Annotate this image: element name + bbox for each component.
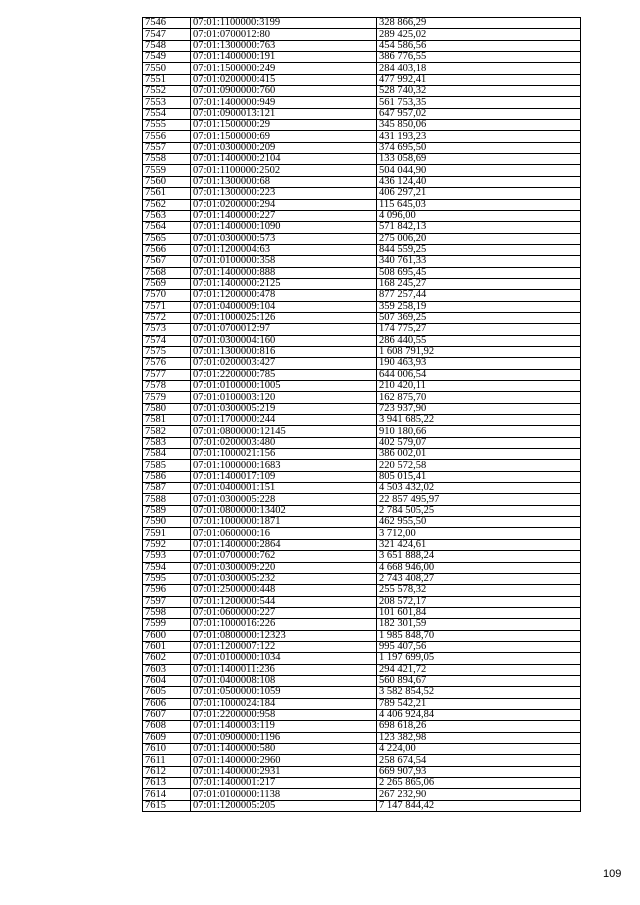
table-row [143,108,581,119]
row-number: 7609 [143,732,191,743]
row-number: 7587 [143,483,191,494]
table-row [143,539,581,550]
table-row [143,301,581,312]
row-number: 7614 [143,789,191,800]
cadastral-number: 07:01:1000021:156 [191,449,377,460]
cadastral-value: 22 857 495,97 [377,494,581,505]
table-row [143,324,581,335]
table-row [143,573,581,584]
cadastral-value: 1 197 699,05 [377,653,581,664]
cadastral-number: 07:01:1400000:580 [191,744,377,755]
cadastral-number: 07:01:1200000:478 [191,290,377,301]
cadastral-number: 07:01:1100000:2502 [191,165,377,176]
row-number: 7608 [143,721,191,732]
table-row [143,165,581,176]
row-number: 7553 [143,97,191,108]
row-number: 7567 [143,256,191,267]
row-number: 7601 [143,641,191,652]
row-number: 7560 [143,176,191,187]
table-row [143,415,581,426]
row-number: 7552 [143,86,191,97]
cadastral-value: 1 985 848,70 [377,630,581,641]
cadastral-value: 374 695,50 [377,142,581,153]
cadastral-value: 995 407,56 [377,641,581,652]
row-number: 7584 [143,449,191,460]
cadastral-value: 571 842,13 [377,222,581,233]
table-row [143,233,581,244]
table-row [143,528,581,539]
cadastral-value: 345 850,06 [377,120,581,131]
table-row [143,483,581,494]
row-number: 7606 [143,698,191,709]
cadastral-number: 07:01:1700000:244 [191,415,377,426]
table-row [143,199,581,210]
row-number: 7548 [143,40,191,51]
row-number: 7615 [143,800,191,811]
table-row [143,278,581,289]
cadastral-value: 190 463,93 [377,358,581,369]
cadastral-value: 168 245,27 [377,278,581,289]
cadastral-number: 07:01:0200000:294 [191,199,377,210]
row-number: 7562 [143,199,191,210]
cadastral-number: 07:01:0200003:427 [191,358,377,369]
row-number: 7600 [143,630,191,641]
cadastral-value: 3 712,00 [377,528,581,539]
row-number: 7547 [143,29,191,40]
row-number: 7559 [143,165,191,176]
cadastral-number: 07:01:1300000:68 [191,176,377,187]
row-number: 7588 [143,494,191,505]
table-row [143,664,581,675]
cadastral-number: 07:01:1000000:1871 [191,517,377,528]
cadastral-number: 07:01:0100000:1034 [191,653,377,664]
cadastral-value: 7 147 844,42 [377,800,581,811]
table-row [143,449,581,460]
cadastral-number: 07:01:1500000:29 [191,120,377,131]
row-number: 7574 [143,335,191,346]
row-number: 7586 [143,471,191,482]
row-number: 7549 [143,52,191,63]
row-number: 7591 [143,528,191,539]
table-row [143,222,581,233]
table-row [143,721,581,732]
table-row [143,460,581,471]
cadastral-number: 07:01:0300000:209 [191,142,377,153]
table-row [143,551,581,562]
row-number: 7580 [143,403,191,414]
cadastral-value: 647 957,02 [377,108,581,119]
cadastral-value: 275 006,20 [377,233,581,244]
table-row [143,97,581,108]
table-row [143,766,581,777]
cadastral-number: 07:01:1000016:226 [191,619,377,630]
cadastral-value: 182 301,59 [377,619,581,630]
row-number: 7590 [143,517,191,528]
row-number: 7607 [143,709,191,720]
cadastral-number: 07:01:0200003:480 [191,437,377,448]
table-row [143,505,581,516]
cadastral-number: 07:01:1400000:2104 [191,154,377,165]
cadastral-value: 436 124,40 [377,176,581,187]
table-row [143,778,581,789]
cadastral-value: 3 651 888,24 [377,551,581,562]
row-number: 7603 [143,664,191,675]
table-row [143,176,581,187]
cadastral-number: 07:01:1400000:2864 [191,539,377,550]
cadastral-value: 258 674,54 [377,755,581,766]
row-number: 7605 [143,687,191,698]
cadastral-value: 3 582 854,52 [377,687,581,698]
cadastral-value: 2 784 505,25 [377,505,581,516]
cadastral-value: 133 058,69 [377,154,581,165]
cadastral-value: 289 425,02 [377,29,581,40]
cadastral-number: 07:01:0300004:160 [191,335,377,346]
cadastral-value: 340 761,33 [377,256,581,267]
row-number: 7579 [143,392,191,403]
cadastral-number: 07:01:1200000:544 [191,596,377,607]
table-row [143,426,581,437]
table-row [143,687,581,698]
cadastral-value: 4 096,00 [377,210,581,221]
cadastral-value: 528 740,32 [377,86,581,97]
cadastral-number: 07:01:0100000:1138 [191,789,377,800]
table-row [143,346,581,357]
cadastral-number: 07:01:1000000:1683 [191,460,377,471]
row-number: 7597 [143,596,191,607]
table-row [143,755,581,766]
table-row [143,709,581,720]
table-body [143,18,581,812]
cadastral-number: 07:01:0400009:104 [191,301,377,312]
table-row [143,494,581,505]
cadastral-number: 07:01:1400003:119 [191,721,377,732]
table-row [143,131,581,142]
cadastral-value: 115 645,03 [377,199,581,210]
cadastral-number: 07:01:1500000:69 [191,131,377,142]
cadastral-number: 07:01:1200004:63 [191,244,377,255]
row-number: 7561 [143,188,191,199]
row-number: 7575 [143,346,191,357]
row-number: 7556 [143,131,191,142]
cadastral-number: 07:01:1400011:236 [191,664,377,675]
table-row [143,29,581,40]
cadastral-value: 220 572,58 [377,460,581,471]
table-row [143,267,581,278]
cadastral-number: 07:01:1300000:816 [191,346,377,357]
cadastral-number: 07:01:2200000:958 [191,709,377,720]
cadastral-value: 669 907,93 [377,766,581,777]
table-row [143,471,581,482]
row-number: 7589 [143,505,191,516]
row-number: 7592 [143,539,191,550]
cadastral-number: 07:01:0800000:12145 [191,426,377,437]
row-number: 7570 [143,290,191,301]
row-number: 7596 [143,585,191,596]
table-row [143,290,581,301]
cadastral-value: 284 403,18 [377,63,581,74]
cadastral-number: 07:01:0700012:80 [191,29,377,40]
table-row [143,732,581,743]
row-number: 7602 [143,653,191,664]
cadastral-number: 07:01:1400000:888 [191,267,377,278]
cadastral-value: 210 420,11 [377,381,581,392]
cadastral-value: 406 297,21 [377,188,581,199]
cadastral-value-table [142,17,581,812]
table-row [143,86,581,97]
row-number: 7555 [143,120,191,131]
cadastral-value: 877 257,44 [377,290,581,301]
cadastral-value: 477 992,41 [377,74,581,85]
cadastral-number: 07:01:1300000:223 [191,188,377,199]
table-row [143,40,581,51]
table-row [143,619,581,630]
table-row [143,653,581,664]
cadastral-value: 386 776,55 [377,52,581,63]
row-number: 7610 [143,744,191,755]
cadastral-number: 07:01:0400001:151 [191,483,377,494]
cadastral-number: 07:01:0300005:228 [191,494,377,505]
row-number: 7569 [143,278,191,289]
cadastral-number: 07:01:0400008:108 [191,675,377,686]
cadastral-number: 07:01:0700000:762 [191,551,377,562]
cadastral-value: 2 265 865,06 [377,778,581,789]
cadastral-value: 507 369,25 [377,312,581,323]
table-row [143,641,581,652]
cadastral-value: 123 382,98 [377,732,581,743]
row-number: 7571 [143,301,191,312]
row-number: 7577 [143,369,191,380]
cadastral-value: 561 753,35 [377,97,581,108]
row-number: 7558 [143,154,191,165]
row-number: 7554 [143,108,191,119]
cadastral-number: 07:01:0800000:13402 [191,505,377,516]
table-row [143,630,581,641]
row-number: 7572 [143,312,191,323]
row-number: 7611 [143,755,191,766]
row-number: 7563 [143,210,191,221]
cadastral-value: 386 002,01 [377,449,581,460]
cadastral-value: 723 937,90 [377,403,581,414]
table-row [143,369,581,380]
table-row [143,585,581,596]
cadastral-value: 698 618,26 [377,721,581,732]
cadastral-value: 462 955,50 [377,517,581,528]
row-number: 7613 [143,778,191,789]
cadastral-number: 07:01:1400000:949 [191,97,377,108]
cadastral-number: 07:01:1100000:3199 [191,18,377,29]
cadastral-value: 4 503 432,02 [377,483,581,494]
row-number: 7612 [143,766,191,777]
cadastral-number: 07:01:0700012:97 [191,324,377,335]
row-number: 7564 [143,222,191,233]
cadastral-value: 4 406 924,84 [377,709,581,720]
cadastral-number: 07:01:1400001:217 [191,778,377,789]
cadastral-number: 07:01:0100000:1005 [191,381,377,392]
cadastral-number: 07:01:0200000:415 [191,74,377,85]
cadastral-number: 07:01:0300005:232 [191,573,377,584]
cadastral-value: 174 775,27 [377,324,581,335]
table-row [143,437,581,448]
table-row [143,381,581,392]
row-number: 7565 [143,233,191,244]
table-row [143,120,581,131]
cadastral-value: 910 180,66 [377,426,581,437]
table-row [143,74,581,85]
cadastral-number: 07:01:0300009:220 [191,562,377,573]
cadastral-number: 07:01:0800000:12323 [191,630,377,641]
cadastral-value: 4 224,00 [377,744,581,755]
cadastral-number: 07:01:1400017:109 [191,471,377,482]
table-row [143,675,581,686]
table-row [143,18,581,29]
table-row [143,244,581,255]
cadastral-value: 1 608 791,92 [377,346,581,357]
cadastral-value: 2 743 408,27 [377,573,581,584]
cadastral-number: 07:01:0300005:219 [191,403,377,414]
table-row [143,800,581,811]
cadastral-number: 07:01:0900000:760 [191,86,377,97]
row-number: 7594 [143,562,191,573]
cadastral-value: 789 542,21 [377,698,581,709]
cadastral-number: 07:01:1200007:122 [191,641,377,652]
cadastral-number: 07:01:1000025:126 [191,312,377,323]
cadastral-number: 07:01:2200000:785 [191,369,377,380]
cadastral-number: 07:01:1500000:249 [191,63,377,74]
row-number: 7546 [143,18,191,29]
row-number: 7573 [143,324,191,335]
row-number: 7557 [143,142,191,153]
table-row [143,403,581,414]
cadastral-number: 07:01:1400000:2931 [191,766,377,777]
row-number: 7578 [143,381,191,392]
cadastral-value: 644 006,54 [377,369,581,380]
cadastral-value: 328 866,29 [377,18,581,29]
cadastral-value: 454 586,56 [377,40,581,51]
table-row [143,562,581,573]
cadastral-value: 844 559,25 [377,244,581,255]
row-number: 7583 [143,437,191,448]
cadastral-number: 07:01:1400000:2960 [191,755,377,766]
table-row [143,52,581,63]
row-number: 7550 [143,63,191,74]
cadastral-value: 508 695,45 [377,267,581,278]
cadastral-number: 07:01:1200005:205 [191,800,377,811]
cadastral-number: 07:01:1400000:2125 [191,278,377,289]
cadastral-number: 07:01:0600000:16 [191,528,377,539]
cadastral-value: 255 578,32 [377,585,581,596]
row-number: 7599 [143,619,191,630]
cadastral-number: 07:01:0300000:573 [191,233,377,244]
cadastral-value: 162 875,70 [377,392,581,403]
table-row [143,596,581,607]
cadastral-value: 208 572,17 [377,596,581,607]
cadastral-value: 286 440,55 [377,335,581,346]
row-number: 7593 [143,551,191,562]
cadastral-number: 07:01:0100003:120 [191,392,377,403]
cadastral-value: 3 941 685,22 [377,415,581,426]
cadastral-value: 101 601,84 [377,607,581,618]
row-number: 7598 [143,607,191,618]
table-row [143,607,581,618]
cadastral-value: 267 232,90 [377,789,581,800]
cadastral-value: 359 258,19 [377,301,581,312]
row-number: 7576 [143,358,191,369]
table-row [143,188,581,199]
cadastral-number: 07:01:0100000:358 [191,256,377,267]
cadastral-number: 07:01:0900000:1196 [191,732,377,743]
table-row [143,789,581,800]
table-row [143,392,581,403]
cadastral-number: 07:01:2500000:448 [191,585,377,596]
table-row [143,335,581,346]
table-row [143,358,581,369]
cadastral-number: 07:01:1400000:227 [191,210,377,221]
cadastral-number: 07:01:1000024:184 [191,698,377,709]
cadastral-value: 805 015,41 [377,471,581,482]
cadastral-number: 07:01:0900013:121 [191,108,377,119]
table-row [143,154,581,165]
row-number: 7585 [143,460,191,471]
cadastral-number: 07:01:1400000:191 [191,52,377,63]
table-row [143,312,581,323]
row-number: 7582 [143,426,191,437]
table-row [143,744,581,755]
table-row [143,698,581,709]
row-number: 7568 [143,267,191,278]
page-number: 109 [603,868,622,880]
row-number: 7595 [143,573,191,584]
table-row [143,142,581,153]
row-number: 7581 [143,415,191,426]
row-number: 7551 [143,74,191,85]
table-row [143,256,581,267]
cadastral-value: 321 424,61 [377,539,581,550]
table-row [143,210,581,221]
cadastral-value: 294 421,72 [377,664,581,675]
cadastral-value: 402 579,07 [377,437,581,448]
table-row [143,63,581,74]
cadastral-value: 560 894,67 [377,675,581,686]
cadastral-value: 4 668 946,00 [377,562,581,573]
cadastral-value: 431 193,23 [377,131,581,142]
row-number: 7604 [143,675,191,686]
row-number: 7566 [143,244,191,255]
cadastral-number: 07:01:1400000:1090 [191,222,377,233]
cadastral-value: 504 044,90 [377,165,581,176]
cadastral-number: 07:01:1300000:763 [191,40,377,51]
cadastral-number: 07:01:0600000:227 [191,607,377,618]
table-row [143,517,581,528]
cadastral-number: 07:01:0500000:1059 [191,687,377,698]
